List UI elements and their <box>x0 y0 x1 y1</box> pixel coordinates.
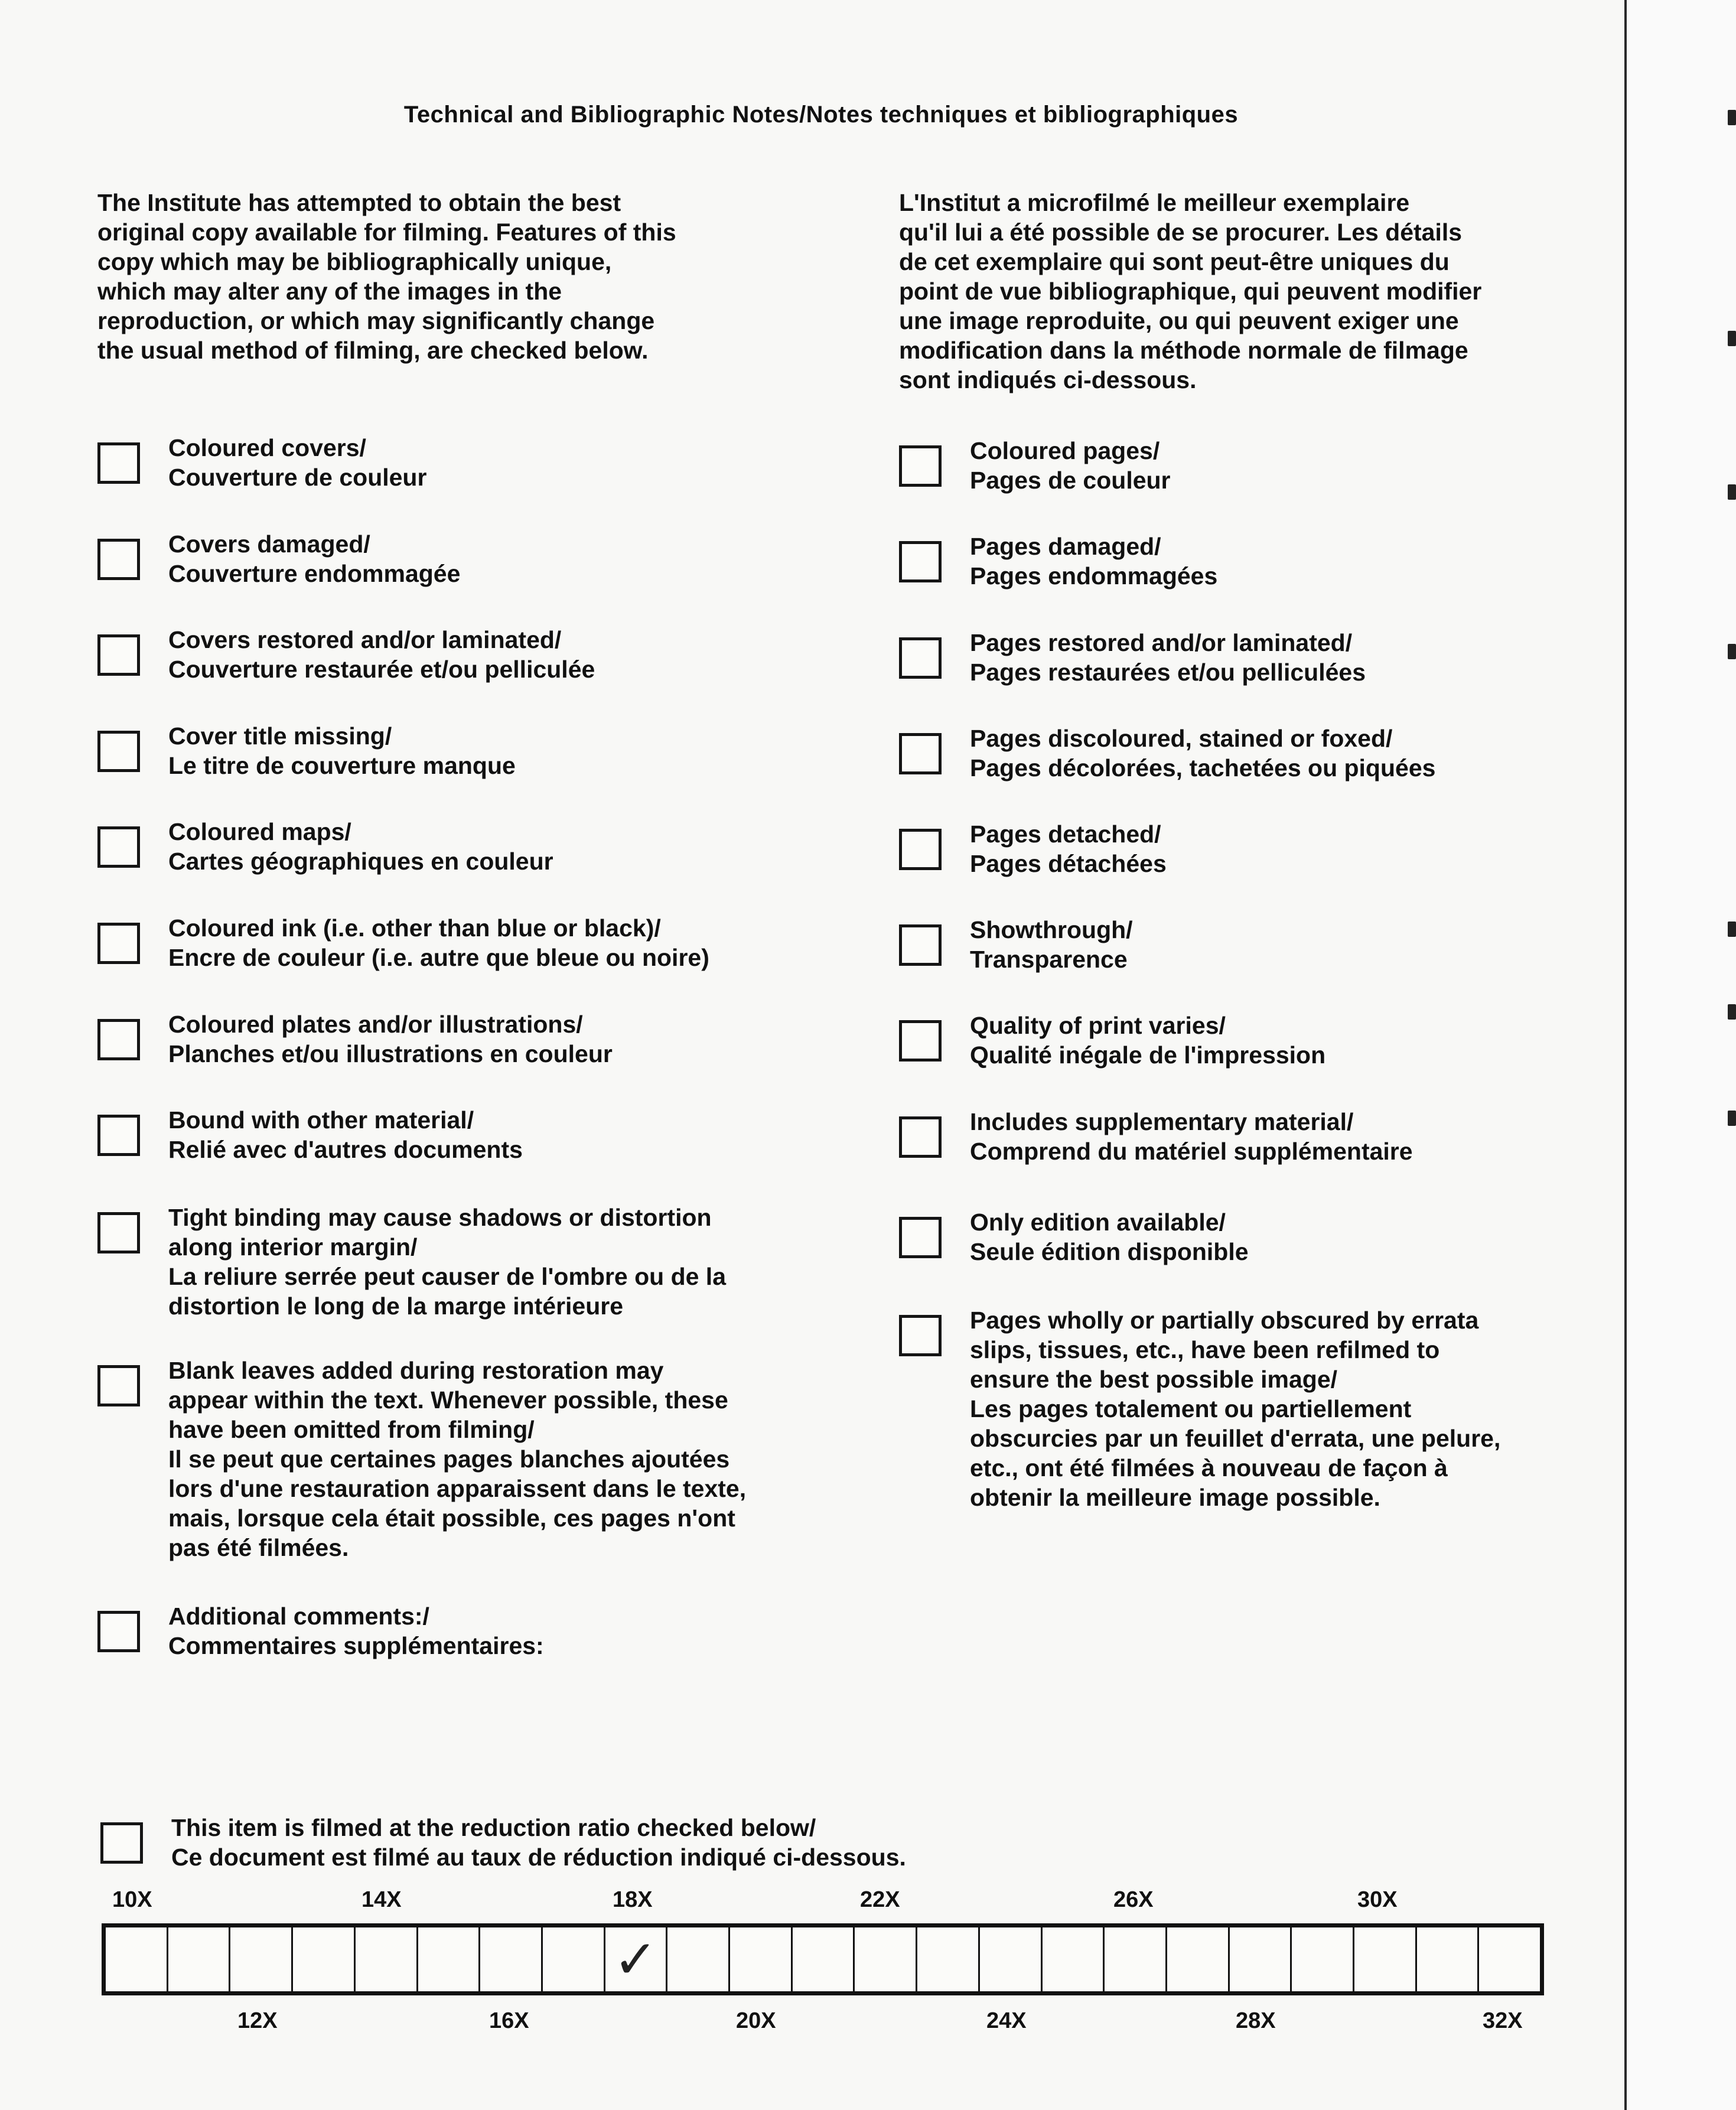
check-item-label: Quality of print varies/ Qualité inégale de l'impression <box>970 1012 1326 1069</box>
adjacent-page-fragment <box>1728 484 1736 500</box>
checkbox[interactable] <box>899 733 942 774</box>
adjacent-page-margin <box>1627 0 1736 2110</box>
check-item-label: Coloured maps/ Cartes géographiques en couleur <box>168 818 553 875</box>
scale-label: 14X <box>361 1887 402 1912</box>
intro-french: L'Institut a microfilmé le meilleur exemplaire qu'il lui a été possible de se procurer. Les détails de cet exemplaire qui sont peut-être uniques du point de vue bibliographique, qui peuvent modifier une image reproduite, ou qui peuvent exiger une modification dans la méthode normale de filmage sont indiqués ci-dessous. <box>899 189 1482 393</box>
scale-label: 30X <box>1357 1887 1398 1912</box>
checkbox[interactable] <box>97 826 140 868</box>
ratio-cell[interactable] <box>1043 1927 1105 1991</box>
check-item-label: Coloured pages/ Pages de couleur <box>970 437 1171 494</box>
check-item-label: Only edition available/ Seule édition disponible <box>970 1209 1249 1265</box>
ratio-cell[interactable] <box>1354 1927 1417 1991</box>
ratio-cell[interactable] <box>106 1927 168 1991</box>
check-item-label: Pages discoloured, stained or foxed/ Pages décolorées, tachetées ou piquées <box>970 725 1436 782</box>
check-item-label: Cover title missing/ Le titre de couverture manque <box>168 722 516 779</box>
ratio-cell[interactable] <box>730 1927 793 1991</box>
checkbox[interactable] <box>899 1315 942 1356</box>
ratio-cell-checked[interactable] <box>605 1927 668 1991</box>
ratio-cell[interactable] <box>543 1927 605 1991</box>
ratio-cell[interactable] <box>1230 1927 1292 1991</box>
checkbox[interactable] <box>97 731 140 772</box>
ratio-cell[interactable] <box>168 1927 231 1991</box>
ratio-cell[interactable] <box>980 1927 1043 1991</box>
checkbox[interactable] <box>899 445 942 487</box>
check-item-label: Coloured ink (i.e. other than blue or black)/ Encre de couleur (i.e. autre que bleue ou noire) <box>168 914 709 971</box>
check-item-label: Tight binding may cause shadows or distortion along interior margin/ La reliure serrée peut causer de l'ombre ou de la distortion le long de la marge intérieure <box>168 1204 727 1320</box>
ratio-cell[interactable] <box>480 1927 543 1991</box>
ratio-cell[interactable] <box>855 1927 917 1991</box>
checkbox[interactable] <box>100 1822 143 1864</box>
check-item-label: Pages detached/ Pages détachées <box>970 820 1167 877</box>
checkbox[interactable] <box>899 829 942 870</box>
check-item-label: Includes supplementary material/ Comprend du matériel supplémentaire <box>970 1108 1413 1165</box>
scale-label: 26X <box>1113 1887 1154 1912</box>
scale-label: 32X <box>1483 2008 1523 2033</box>
adjacent-page-fragment <box>1728 331 1736 346</box>
check-item-label: Coloured plates and/or illustrations/ Planches et/ou illustrations en couleur <box>168 1011 613 1067</box>
checkbox[interactable] <box>97 1115 140 1156</box>
checkbox[interactable] <box>97 634 140 676</box>
checkbox[interactable] <box>97 1019 140 1060</box>
checkbox[interactable] <box>899 541 942 582</box>
check-item-label: Additional comments:/ Commentaires supplémentaires: <box>168 1603 544 1659</box>
check-item-label: Blank leaves added during restoration may appear within the text. Whenever possible, these have been omitted from filming/ Il se peut que certaines pages blanches ajoutées lors d'une restauration apparaissent dans le texte, mais, lorsque cela était possible, ces pages n'ont pas été filmées. <box>168 1357 747 1561</box>
ratio-cell[interactable] <box>418 1927 481 1991</box>
checkbox[interactable] <box>97 1365 140 1406</box>
checkbox[interactable] <box>97 442 140 484</box>
scale-label: 22X <box>860 1887 900 1912</box>
ratio-cell[interactable] <box>293 1927 356 1991</box>
check-mark-icon: ✓ <box>613 1930 658 1989</box>
reduction-ratio-grid <box>102 1923 1544 1995</box>
check-item-label: Pages damaged/ Pages endommagées <box>970 533 1218 590</box>
checkbox[interactable] <box>97 1611 140 1652</box>
checkbox[interactable] <box>899 924 942 966</box>
checkbox[interactable] <box>899 1217 942 1258</box>
ratio-cell[interactable] <box>1292 1927 1354 1991</box>
check-item-label: Bound with other material/ Relié avec d'autres documents <box>168 1106 523 1163</box>
checkbox[interactable] <box>97 539 140 580</box>
checkbox[interactable] <box>899 637 942 679</box>
check-item-label: Pages wholly or partially obscured by errata slips, tissues, etc., have been refilmed to ensure the best possible image/ Les pages totalement ou partiellement obscurcies par un feuillet d'errata, une pelure, etc., ont été filmées à nouveau de façon à obtenir la meilleure image possible. <box>970 1307 1501 1511</box>
scale-label: 10X <box>112 1887 152 1912</box>
scale-label: 16X <box>489 2008 529 2033</box>
ratio-cell[interactable] <box>1417 1927 1480 1991</box>
ratio-cell[interactable] <box>667 1927 730 1991</box>
page-title: Technical and Bibliographic Notes/Notes techniques et bibliographiques <box>403 102 1239 128</box>
check-item-label: Showthrough/ Transparence <box>970 916 1133 973</box>
adjacent-page-fragment <box>1728 922 1736 937</box>
adjacent-page-fragment <box>1728 1004 1736 1020</box>
check-item-label: Coloured covers/ Couverture de couleur <box>168 434 427 491</box>
ratio-cell[interactable] <box>1105 1927 1167 1991</box>
ratio-cell[interactable] <box>917 1927 980 1991</box>
ratio-cell[interactable] <box>1167 1927 1230 1991</box>
checkbox[interactable] <box>97 1212 140 1253</box>
scale-label: 28X <box>1236 2008 1276 2033</box>
scale-label: 24X <box>986 2008 1027 2033</box>
checkbox[interactable] <box>899 1116 942 1158</box>
scale-label: 20X <box>736 2008 776 2033</box>
check-item-label: Pages restored and/or laminated/ Pages restaurées et/ou pelliculées <box>970 629 1366 686</box>
ratio-cell[interactable] <box>356 1927 418 1991</box>
ratio-cell[interactable] <box>230 1927 293 1991</box>
checkbox[interactable] <box>97 923 140 964</box>
adjacent-page-fragment <box>1728 1111 1736 1126</box>
check-item-label: Covers restored and/or laminated/ Couverture restaurée et/ou pelliculée <box>168 626 595 683</box>
ratio-cell[interactable] <box>793 1927 855 1991</box>
adjacent-page-fragment <box>1728 110 1736 125</box>
checkbox[interactable] <box>899 1020 942 1061</box>
scale-label: 18X <box>613 1887 653 1912</box>
ratio-cell[interactable] <box>1479 1927 1540 1991</box>
scale-label: 12X <box>237 2008 278 2033</box>
intro-english: The Institute has attempted to obtain the best original copy available for filming. Features of this copy which may be bibliographically unique, which may alter any of the images in the reproduction, or which may significantly change the usual method of filming, are checked below. <box>97 189 676 364</box>
check-item-label: Covers damaged/ Couverture endommagée <box>168 530 461 587</box>
reduction-ratio-label: This item is filmed at the reduction ratio checked below/ Ce document est filmé au taux de réduction indiqué ci-dessous. <box>171 1814 906 1871</box>
adjacent-page-fragment <box>1728 644 1736 659</box>
